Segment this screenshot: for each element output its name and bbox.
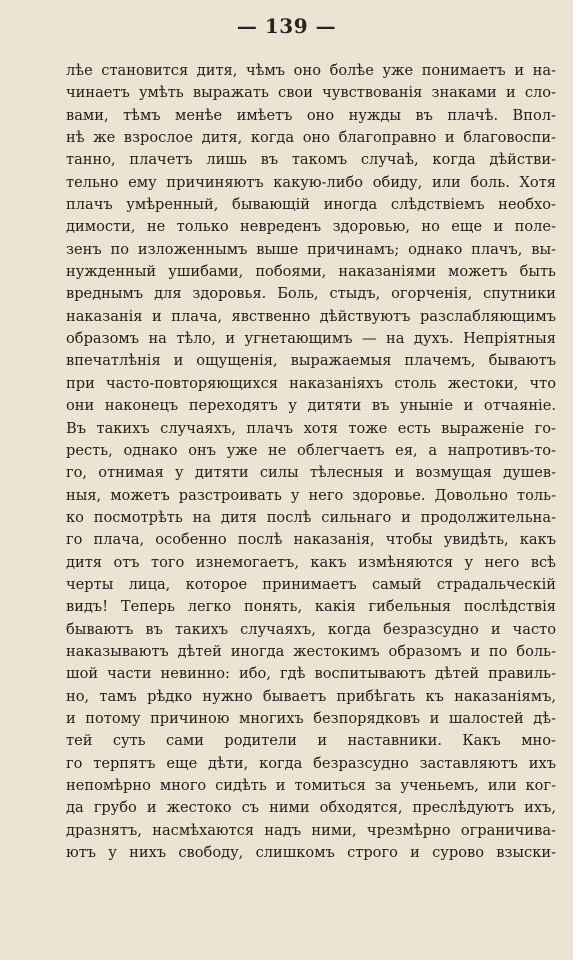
text-line: шой части невинно: ибо, гдѣ воспитываютъ дѣтей правиль-: [66, 665, 556, 683]
text-line: нѣ же взрослое дитя, когда оно благоправно и благовоспи-: [66, 129, 556, 147]
body-text: [66, 60, 556, 864]
text-line: ютъ у нихъ свободу, слишкомъ строго и сурово взыски-: [66, 844, 556, 862]
text-line: дитя отъ того изнемогаетъ, какъ измѣняются у него всѣ: [66, 553, 556, 571]
text-line: дразнятъ, насмѣхаются надъ ними, чрезмѣрно ограничива-: [66, 821, 556, 839]
text-line: го плача, особенно послѣ наказанія, чтобы увидѣть, какъ: [66, 531, 556, 549]
text-line: ресть, однако онъ уже не облегчаетъ ея, а напротивъ-то-: [66, 441, 556, 459]
text-line: ко посмотрѣть на дитя послѣ сильнаго и продолжительна-: [66, 508, 556, 526]
text-line: лѣе становится дитя, чѣмъ оно болѣе уже понимаетъ и на-: [66, 62, 556, 79]
text-line: видъ! Теперь легко понять, какія гибельныя послѣдствія: [66, 598, 556, 616]
text-line: Въ такихъ случаяхъ, плачъ хотя тоже есть выраженіе го-: [66, 419, 556, 437]
text-line: непомѣрно много сидѣть и томиться за ученьемъ, или ког-: [66, 777, 556, 794]
text-line: танно, плачетъ лишь въ такомъ случаѣ, когда дѣйстви-: [66, 151, 556, 169]
text-line: вами, тѣмъ менѣе имѣетъ оно нужды въ плачѣ. Впол-: [66, 106, 556, 124]
text-line: наказанія и плача, явственно дѣйствуютъ разслабляющимъ: [66, 307, 556, 325]
page-number: — 139 —: [236, 14, 337, 38]
text-line: черты лица, которое принимаетъ самый страдальческій: [66, 575, 556, 593]
text-line: впечатлѣнія и ощущенія, выражаемыя плачемъ, бываютъ: [66, 352, 556, 370]
text-line: образомъ на тѣло, и угнетающимъ — на духъ. Непріятныя: [66, 330, 556, 348]
text-line: при часто-повторяющихся наказаніяхъ столь жестоки, что: [66, 374, 556, 392]
text-line: зенъ по изложеннымъ выше причинамъ; однако плачъ, вы-: [66, 240, 556, 258]
text-line: тей суть сами родители и наставники. Какъ мно-: [66, 732, 556, 750]
text-line: да грубо и жестоко съ ними обходятся, преслѣдуютъ ихъ,: [66, 799, 556, 817]
text-line: ныя, можетъ разстроивать у него здоровье. Довольно толь-: [66, 486, 556, 504]
text-line: чинаетъ умѣть выражать свои чувствованія знаками и сло-: [66, 84, 556, 102]
text-line: плачъ умѣренный, бывающій иногда слѣдствіемъ необхо-: [66, 196, 556, 214]
text-line: тельно ему причиняютъ какую-либо обиду, или боль. Хотя: [66, 173, 556, 191]
text-line: они наконецъ переходятъ у дитяти въ уныніе и отчаяніе.: [66, 397, 556, 415]
text-line: и потому причиною многихъ безпорядковъ и шалостей дѣ-: [66, 709, 556, 727]
text-line: го терпятъ еще дѣти, когда безразсудно заставляютъ ихъ: [66, 754, 556, 772]
text-line: бываютъ въ такихъ случаяхъ, когда безразсудно и часто: [66, 620, 556, 638]
text-line: го, отнимая у дитяти силы тѣлесныя и возмущая душев-: [66, 464, 556, 482]
text-line: вреднымъ для здоровья. Боль, стыдъ, огорченія, спутники: [66, 285, 556, 303]
text-line: наказываютъ дѣтей иногда жестокимъ образомъ и по боль-: [66, 642, 556, 660]
text-line: нужденный ушибами, побоями, наказаніями можетъ быть: [66, 263, 556, 281]
text-line: димости, не только невреденъ здоровью, но еще и поле-: [66, 218, 556, 236]
text-line: но, тамъ рѣдко нужно бываетъ прибѣгать къ наказаніямъ,: [66, 687, 556, 705]
